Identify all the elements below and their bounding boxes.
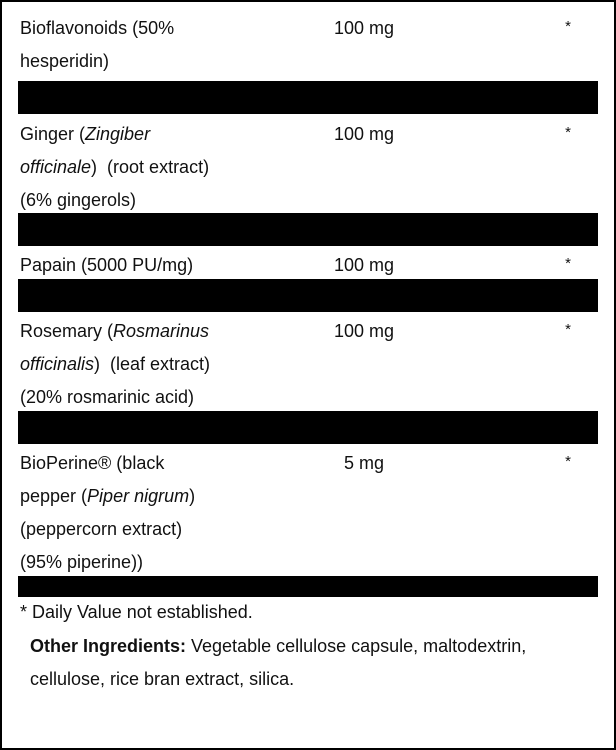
ingredient-name xyxy=(20,12,260,78)
daily-value-mark: * xyxy=(565,255,571,272)
ingredient-name-line: BioPerine® (black xyxy=(20,453,165,473)
ingredient-name-line: Papain (5000 PU/mg) xyxy=(20,255,194,275)
other-ingredients xyxy=(30,630,590,696)
latin-name: officinalis xyxy=(20,354,95,374)
ingredient-name-text: pepper ( xyxy=(20,486,88,506)
ingredient-name xyxy=(20,249,260,282)
daily-value-mark: * xyxy=(565,18,571,35)
latin-name: Zingiber xyxy=(85,124,151,144)
supplement-table xyxy=(14,2,602,748)
ingredient-name-line: (6% gingerols) xyxy=(20,190,137,210)
ingredient-name xyxy=(20,315,260,414)
latin-name: Piper nigrum xyxy=(87,486,190,506)
ingredient-name-line: (95% piperine)) xyxy=(20,552,144,572)
daily-value-footnote: * Daily Value not established. xyxy=(20,602,253,622)
row-divider-bar xyxy=(18,279,598,312)
row-divider-bar xyxy=(18,411,598,444)
ingredient-name-text: ) xyxy=(189,486,196,506)
ingredient-amount: 5 mg xyxy=(343,453,385,473)
row-divider-bar xyxy=(18,81,598,114)
daily-value-mark: * xyxy=(565,124,571,141)
ingredient-name-text: ) (leaf extract) xyxy=(94,354,211,374)
ingredient-name-line: (20% rosmarinic acid) xyxy=(20,387,195,407)
row-divider-bar xyxy=(18,576,598,597)
ingredient-name-line: (peppercorn extract) xyxy=(20,519,183,539)
ingredient-name xyxy=(20,447,260,579)
ingredient-name-text: ) (root extract) xyxy=(91,157,210,177)
ingredient-amount: 100 mg xyxy=(333,124,395,144)
row-divider-bar xyxy=(18,213,598,246)
ingredient-name xyxy=(20,118,260,217)
ingredient-name-line: hesperidin) xyxy=(20,51,110,71)
ingredient-name-line: Bioflavonoids (50% xyxy=(20,18,175,38)
other-ingredients-text: Vegetable cellulose capsule, maltodextrin, cellulose, rice bran extract, silica. xyxy=(30,636,527,689)
ingredient-amount: 100 mg xyxy=(333,255,395,275)
other-ingredients-label: Other Ingredients: xyxy=(30,636,187,656)
daily-value-mark: * xyxy=(565,321,571,338)
latin-name: officinale xyxy=(20,157,92,177)
ingredient-amount: 100 mg xyxy=(333,18,395,38)
daily-value-mark: * xyxy=(565,453,571,470)
ingredient-name-text: Rosemary ( xyxy=(20,321,114,341)
ingredient-name-text: Ginger ( xyxy=(20,124,86,144)
ingredient-amount: 100 mg xyxy=(333,321,395,341)
latin-name: Rosmarinus xyxy=(113,321,210,341)
